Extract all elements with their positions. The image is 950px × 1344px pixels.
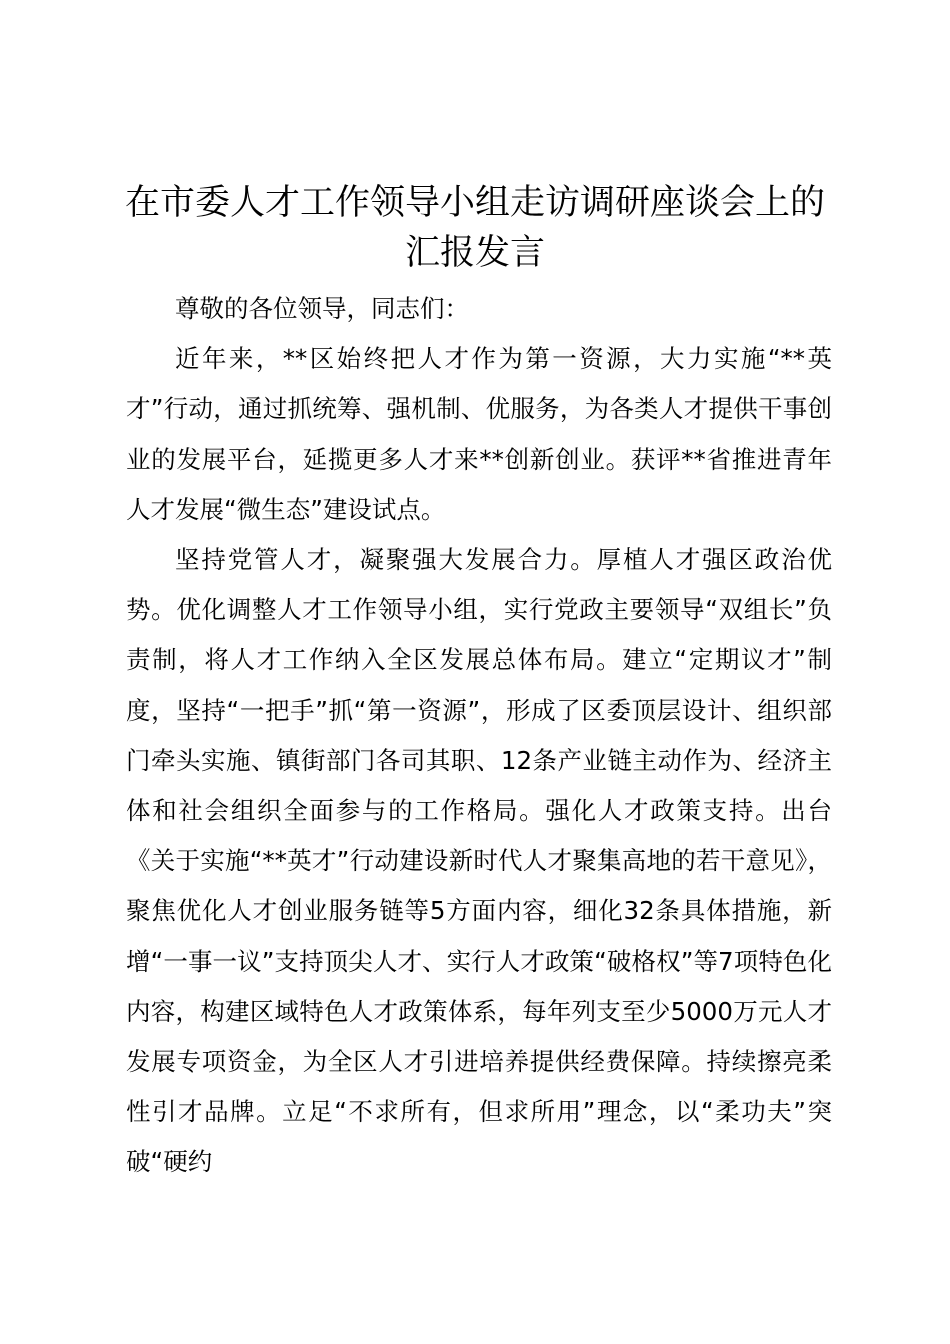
salutation: 尊敬的各位领导，同志们：: [175, 294, 469, 323]
paragraph-party-management: 坚持党管人才，凝聚强大发展合力。厚植人才强区政治优势。优化调整人才工作领导小组，实行党政主要领导“双组长”负责制，将人才工作纳入全区发展总体布局。建立“定期议才”制度，坚持“一把手”抓“第一资源”，形成了区委顶层设计、组织部门牵头实施、镇街部门各司其职、12条产业链主动作为、经济主体和社会组织全面参与的工作格局。强化人才政策支持。出台《关于实施“**英才”行动建设新时代人才聚集高地的若干意见》，聚焦优化人才创业服务链等5方面内容，细化32条具体措施，新增“一事一议”支持顶尖人才、实行人才政策“破格权”等7项特色化内容，构建区域特色人才政策体系，每年列支至少5000万元人才发展专项资金，为全区人才引进培养提供经费保障。持续擦亮柔性引才品牌。立足“不求所有，但求所用”理念，以“柔功夫”突破“硬约: [126, 545, 832, 1177]
document-title: 在市委人才工作领导小组走访调研座谈会上的汇报发言: [124, 183, 825, 273]
paragraph-intro: 近年来，**区始终把人才作为第一资源，大力实施“**英才”行动，通过抓统筹、强机制、优服务，为各类人才提供干事创业的发展平台，延揽更多人才来**创新创业。获评**省推进青年人才发展“微生态”建设试点。: [126, 344, 832, 524]
document-body: [126, 284, 832, 1188]
